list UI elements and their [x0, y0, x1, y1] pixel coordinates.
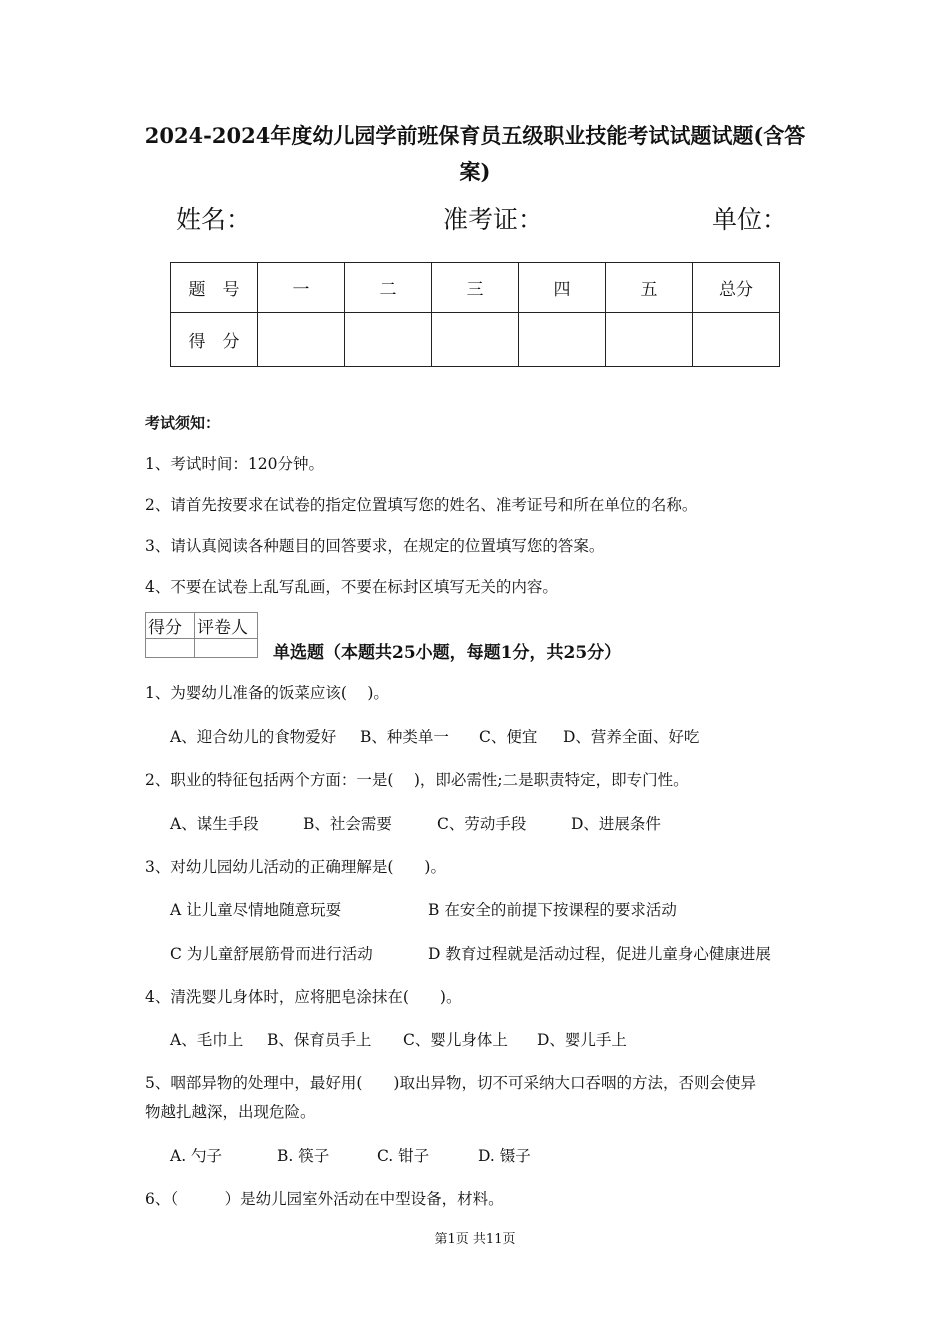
question-stem: 3、对幼儿园幼儿活动的正确理解是( )。	[145, 858, 446, 876]
notice-item: 2、请首先按要求在试卷的指定位置填写您的姓名、准考证号和所在单位的名称。	[145, 496, 698, 514]
score-table-header-5: 五	[606, 263, 693, 313]
question-option: A、毛巾上	[170, 1031, 244, 1049]
name-label: 姓名：	[176, 205, 252, 234]
page-title: 2024-2024年度幼儿园学前班保育员五级职业技能考试试题试题(含答案)	[144, 123, 806, 184]
question-option: A、谋生手段	[170, 815, 259, 833]
notice-item: 1、考试时间：120分钟。	[145, 455, 324, 473]
grader-name-cell	[195, 639, 258, 658]
question-option: D、进展条件	[571, 815, 661, 833]
question-option: D、婴儿手上	[537, 1031, 627, 1049]
score-table-header-total: 总分	[693, 263, 780, 313]
question-stem: 2、职业的特征包括两个方面：一是( )，即必需性;二是职责特定，即专门性。	[145, 771, 689, 789]
score-table-header-4: 四	[519, 263, 606, 313]
question-option: C、劳动手段	[437, 815, 527, 833]
grader-score-label: 得分	[146, 613, 195, 639]
question-option: A 让儿童尽情地随意玩耍	[170, 901, 342, 919]
score-cell-total	[693, 313, 780, 367]
question-stem: 6、（ ）是幼儿园室外活动在中型设备，材料。	[145, 1190, 504, 1208]
score-cell-1	[258, 313, 345, 367]
score-cell-2	[345, 313, 432, 367]
question-stem: 4、清洗婴儿身体时，应将肥皂涂抹在( )。	[145, 988, 462, 1006]
question-stem: 5、咽部异物的处理中，最好用( )取出异物，切不可采纳大口吞咽的方法，否则会使异	[145, 1074, 756, 1092]
question-option: C. 钳子	[377, 1147, 430, 1165]
grader-box	[145, 612, 258, 658]
page-number: 第1页 共11页	[434, 1232, 516, 1247]
score-table-header-label: 题 号	[171, 263, 258, 313]
exam-number-label: 准考证：	[443, 205, 544, 234]
score-table-header-3: 三	[432, 263, 519, 313]
question-option: B. 筷子	[277, 1147, 330, 1165]
score-table-header-2: 二	[345, 263, 432, 313]
question-option: C、便宜	[479, 728, 538, 746]
score-table-header-1: 一	[258, 263, 345, 313]
score-cell-3	[432, 313, 519, 367]
grader-name-label: 评卷人	[195, 613, 258, 639]
notice-title: 考试须知：	[145, 414, 221, 432]
question-option: C、婴儿身体上	[403, 1031, 508, 1049]
notice-item: 4、不要在试卷上乱写乱画，不要在标封区填写无关的内容。	[145, 578, 558, 596]
score-table	[170, 262, 780, 367]
question-option: B、保育员手上	[267, 1031, 372, 1049]
unit-label: 单位：	[712, 205, 788, 234]
section-title: 单选题（本题共25小题，每题1分，共25分）	[273, 643, 622, 663]
score-table-row-label: 得 分	[171, 313, 258, 367]
question-option: B 在安全的前提下按课程的要求活动	[428, 901, 677, 919]
question-option: B、社会需要	[303, 815, 392, 833]
question-option: C 为儿童舒展筋骨而进行活动	[170, 945, 373, 963]
question-option: A、迎合幼儿的食物爱好	[170, 728, 337, 746]
question-option: A. 勺子	[170, 1147, 223, 1165]
grader-score-cell	[146, 639, 195, 658]
question-option: D、营养全面、好吃	[563, 728, 700, 746]
question-stem-continued: 物越扎越深，出现危险。	[145, 1103, 316, 1121]
score-cell-5	[606, 313, 693, 367]
question-option: D 教育过程就是活动过程，促进儿童身心健康进展	[428, 945, 771, 963]
score-cell-4	[519, 313, 606, 367]
question-option: D. 镊子	[478, 1147, 531, 1165]
question-option: B、种类单一	[360, 728, 449, 746]
notice-item: 3、请认真阅读各种题目的回答要求，在规定的位置填写您的答案。	[145, 537, 605, 555]
question-stem: 1、为婴幼儿准备的饭菜应该( )。	[145, 684, 389, 702]
